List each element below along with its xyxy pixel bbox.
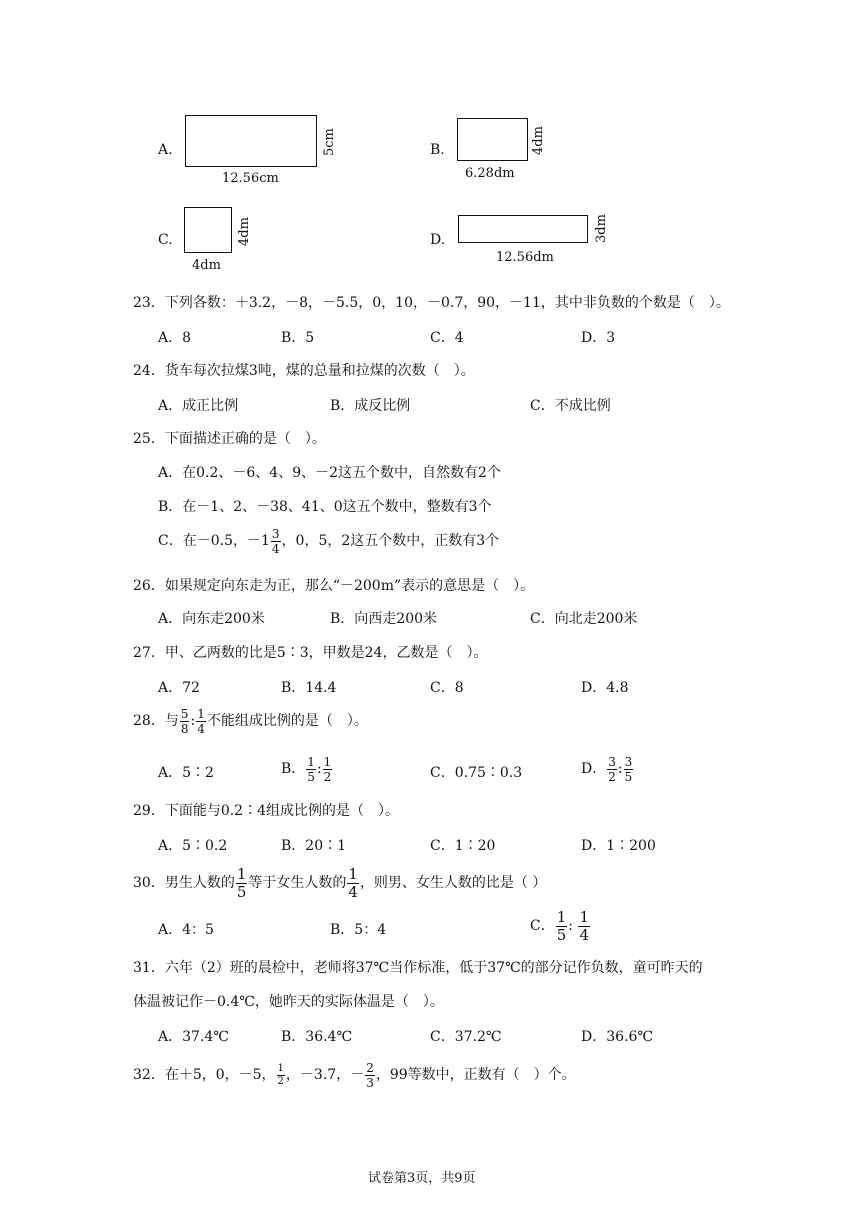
- figure-b-letter: B.: [430, 142, 445, 158]
- rectangle-b-width-label: 6.28dm: [465, 166, 515, 181]
- fraction: $\frac{3}{2}$: [608, 754, 616, 784]
- fraction: $\frac{1}{5}$: [307, 754, 315, 784]
- rectangle-d-width-label: 12.56dm: [496, 250, 554, 265]
- option-c: C．1∶20: [430, 838, 496, 854]
- fraction: $\frac{5}{8}$: [180, 706, 189, 736]
- option-a: A．向东走200米: [158, 611, 265, 627]
- option-b: B．5：4: [330, 922, 387, 938]
- mixed-fraction: $\frac{3}{4}$: [271, 526, 280, 556]
- fraction: $\frac{3}{5}$: [624, 754, 633, 784]
- option-c: C．向北走200米: [530, 611, 638, 627]
- option-b: B．5: [281, 330, 315, 346]
- rectangle-c: [184, 207, 232, 253]
- question-text: 25．下面描述正确的是（ ）。: [133, 431, 326, 447]
- rectangle-b-height-label: 4dm: [531, 126, 546, 155]
- option-c: C．37.2℃: [430, 1029, 502, 1045]
- fraction: $\frac{1}{4}$: [197, 706, 205, 736]
- question-text-line-1: 31．六年（2）班的晨检中，老师将37℃当作标准，低于37℃的部分记作负数，童可昨天的: [133, 960, 703, 976]
- option-a: A．37.4℃: [158, 1029, 229, 1045]
- page-footer: 试卷第3页，共9页: [368, 1171, 476, 1186]
- option-b: B．成反比例: [330, 398, 411, 414]
- figure-a-letter: A.: [158, 142, 173, 158]
- question-text: 27．甲、乙两数的比是5∶3，甲数是24，乙数是（ ）。: [133, 645, 488, 661]
- option-c: C． $\frac{1}{5}$ : $\frac{1}{4}$: [530, 907, 589, 944]
- option-b: B． $\frac{1}{5}$ : $\frac{1}{2}$: [281, 754, 332, 784]
- option-a: A．在0.2、－6、4、9、－2这五个数中，自然数有2个: [158, 465, 501, 481]
- option-a: A．5∶0.2: [158, 838, 228, 854]
- option-a: A．72: [158, 680, 200, 696]
- rectangle-a-width-label: 12.56cm: [222, 171, 279, 186]
- rectangle-d: [458, 215, 588, 243]
- option-d: D．1∶200: [581, 838, 656, 854]
- option-a: A．4：5: [158, 922, 214, 938]
- option-c: C．在－0.5，－1 $\frac{3}{4}$ ，0，5，2这五个数中，正数有3个: [158, 526, 500, 556]
- question-text-line-2: 体温被记作－0.4℃，她昨天的实际体温是（ ）。: [133, 994, 444, 1010]
- question-text: 26．如果规定向东走为正，那么“－200m”表示的意思是（ ）。: [133, 578, 535, 594]
- option-b: B．在－1、2、－38、41、0这五个数中，整数有3个: [158, 499, 492, 515]
- fraction: $\frac{1}{2}$: [323, 754, 332, 784]
- figure-c-letter: C.: [158, 232, 173, 248]
- fraction: $\frac{1}{5}$: [556, 907, 567, 944]
- rectangle-b: [457, 118, 528, 161]
- option-a: A．成正比例: [158, 398, 239, 414]
- rectangle-a-height-label: 5cm: [322, 128, 337, 156]
- question-text: 28．与 $\frac{5}{8}$ : $\frac{1}{4}$ 不能组成比例的是（ ）。: [133, 706, 368, 736]
- question-text: 24．货车每次拉煤3吨，煤的总量和拉煤的次数（ ）。: [133, 363, 475, 379]
- option-b: B．向西走200米: [330, 611, 438, 627]
- option-d: D．4.8: [581, 680, 629, 696]
- option-d: D．3: [581, 330, 616, 346]
- fraction: $\frac{1}{2}$: [277, 1062, 284, 1087]
- fraction: $\frac{1}{4}$: [348, 864, 358, 901]
- question-text: 32．在＋5，0，－5， $\frac{1}{2}$ ，－3.7，－ $\frac{2}{3}$ ，99等数中，正数有（ ）个。: [133, 1060, 576, 1090]
- option-b: B．14.4: [281, 680, 337, 696]
- option-c: C．不成比例: [530, 398, 611, 414]
- fraction: $\frac{1}{5}$: [236, 864, 247, 901]
- option-c: C．4: [430, 330, 464, 346]
- rectangle-c-width-label: 4dm: [192, 258, 221, 273]
- question-text: 29．下面能与0.2∶4组成比例的是（ ）。: [133, 803, 399, 819]
- option-b: B．20∶1: [281, 838, 347, 854]
- rectangle-a: [185, 115, 317, 167]
- rectangle-c-height-label: 4dm: [237, 217, 252, 246]
- fraction: $\frac{1}{4}$: [579, 907, 589, 944]
- question-text: 23．下列各数：＋3.2，－8，－5.5，0，10，－0.7，90，－11，其中非负数的个数是（ ）。: [133, 295, 730, 311]
- option-c: C．8: [430, 680, 464, 696]
- option-a: A．5∶2: [158, 765, 214, 781]
- option-d: D．36.6℃: [581, 1029, 654, 1045]
- fraction: $\frac{2}{3}$: [366, 1060, 374, 1090]
- question-text: 30．男生人数的 $\frac{1}{5}$ 等于女生人数的 $\frac{1}{4}$ ，则男、女生人数的比是（ ）: [133, 864, 547, 901]
- figure-d-letter: D.: [430, 232, 446, 248]
- option-b: B．36.4℃: [281, 1029, 353, 1045]
- option-c: C．0.75∶0.3: [430, 765, 523, 781]
- rectangle-d-height-label: 3dm: [594, 214, 609, 243]
- option-d: D． $\frac{3}{2}$ : $\frac{3}{5}$: [581, 754, 633, 784]
- option-a: A．8: [158, 330, 192, 346]
